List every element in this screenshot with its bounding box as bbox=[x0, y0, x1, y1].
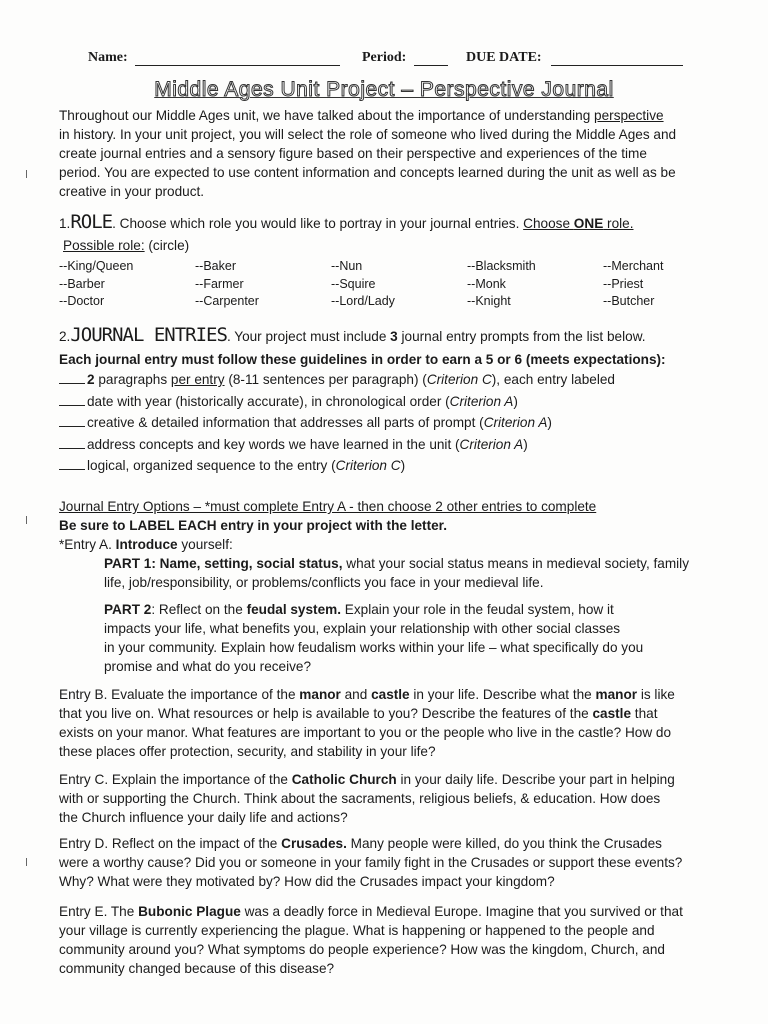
journal-instruction-end: journal entry prompts from the list below. bbox=[397, 329, 646, 344]
entry-e-bold: Bubonic Plague bbox=[138, 904, 241, 919]
checklist-text: paragraphs bbox=[94, 372, 171, 387]
intro-perspective: perspective bbox=[594, 108, 664, 123]
role-option-nun[interactable]: --Nun bbox=[331, 259, 363, 273]
role-choose-one: ONE bbox=[573, 216, 604, 231]
part-2-text: : Reflect on the bbox=[151, 602, 247, 617]
checklist-criterion: Criterion C bbox=[426, 372, 492, 387]
check-blank[interactable] bbox=[59, 370, 85, 384]
header-line bbox=[88, 50, 708, 70]
checklist-criterion: Criterion A bbox=[483, 415, 548, 431]
checklist-criterion: Criterion A bbox=[459, 436, 524, 452]
due-date-field bbox=[466, 50, 683, 66]
role-heading: ROLE bbox=[70, 211, 113, 233]
role-option-lord-lady[interactable]: --Lord/Lady bbox=[331, 294, 395, 308]
role-option-blacksmith[interactable]: --Blacksmith bbox=[467, 259, 536, 273]
period-field bbox=[362, 50, 448, 66]
margin-mark bbox=[26, 170, 27, 178]
entry-c-text: in your daily life. Describe your part in helping bbox=[396, 772, 675, 787]
journal-instruction: . Your project must include bbox=[226, 329, 391, 344]
check-blank[interactable] bbox=[59, 413, 85, 427]
checklist-text: creative & detailed information that addresses all parts of prompt ( bbox=[87, 415, 484, 431]
role-column bbox=[467, 258, 536, 311]
checklist-criterion: Criterion A bbox=[449, 393, 514, 409]
entry-e-text: community around you? What symptoms do people experience? How was the kingdom, Church, and bbox=[59, 942, 665, 957]
check-blank[interactable] bbox=[59, 456, 85, 470]
checklist-underline: per entry bbox=[170, 372, 225, 387]
role-option-baker[interactable]: --Baker bbox=[195, 259, 236, 273]
entry-b-bold: castle bbox=[371, 687, 410, 702]
entry-b-text: and bbox=[340, 687, 372, 702]
check-blank[interactable] bbox=[59, 392, 85, 406]
possible-role-label: Possible role: bbox=[63, 238, 145, 253]
part-2-text: Explain your role in the feudal system, how it bbox=[341, 602, 614, 617]
entry-d-bold: Crusades. bbox=[281, 836, 347, 851]
entry-d-text: Entry D. Reflect on the impact of the bbox=[59, 836, 282, 851]
entry-a-text: yourself: bbox=[177, 537, 233, 552]
due-date-blank[interactable] bbox=[551, 52, 683, 66]
checklist-item bbox=[59, 413, 719, 435]
intro-paragraph bbox=[59, 106, 719, 201]
role-choose: Choose bbox=[523, 216, 574, 231]
entry-c bbox=[59, 770, 719, 827]
checklist-text: ), each entry labeled bbox=[491, 372, 615, 387]
entry-b-text: these places offer protection, security, and stability in your life? bbox=[59, 744, 436, 759]
entry-options bbox=[59, 497, 719, 554]
part-2-text: impacts your life, what benefits you, explain your relationship with other social classes bbox=[104, 621, 621, 636]
intro-line: period. You are expected to use content information and concepts learned during the unit as well as be bbox=[59, 165, 676, 180]
name-label: Name: bbox=[88, 50, 128, 65]
checklist-text: address concepts and key words we have learned in the unit ( bbox=[87, 436, 460, 452]
journal-count: 3 bbox=[390, 329, 398, 344]
guidelines-heading: Each journal entry must follow these guidelines in order to earn a 5 or 6 (meets expectations): bbox=[59, 352, 666, 367]
entry-a-part-1 bbox=[104, 554, 704, 592]
checklist-bold: 2 bbox=[87, 372, 95, 387]
margin-mark bbox=[26, 858, 27, 866]
entry-options-heading: Journal Entry Options – *must complete Entry A - then choose 2 other entries to complete bbox=[59, 499, 597, 514]
role-number: 1. bbox=[59, 216, 71, 231]
intro-line: Throughout our Middle Ages unit, we have talked about the importance of understanding bbox=[59, 108, 595, 123]
role-option-monk[interactable]: --Monk bbox=[467, 276, 506, 291]
entry-c-text: the Church influence your daily life and actions? bbox=[59, 810, 348, 825]
entry-b-text: is like bbox=[637, 687, 675, 702]
entry-b-text: Entry B. Evaluate the importance of the bbox=[59, 687, 300, 702]
intro-line: create journal entries and a sensory figure based on their perspective and experiences of the time bbox=[59, 146, 647, 161]
checklist-text: ) bbox=[400, 458, 406, 474]
role-column bbox=[195, 258, 259, 311]
entry-d-text: were a worthy cause? Did you or someone in your family fight in the Crusades or support these events? bbox=[59, 855, 683, 870]
checklist-criterion: Criterion C bbox=[335, 458, 401, 474]
journal-heading: JOURNAL ENTRIES bbox=[70, 324, 227, 346]
entry-b-bold: manor bbox=[595, 687, 638, 702]
role-column bbox=[59, 258, 133, 311]
journal-section bbox=[59, 326, 719, 478]
entry-a-part-2 bbox=[104, 600, 704, 676]
entry-b-text: exists on your manor. What features are important to you or the people who live in the castle? How do bbox=[59, 725, 672, 740]
entry-b-text: that bbox=[631, 706, 658, 721]
guidelines-checklist bbox=[59, 370, 719, 478]
role-option-doctor[interactable]: --Doctor bbox=[59, 294, 105, 308]
entry-a-bold: Introduce bbox=[115, 537, 178, 552]
entry-b-bold: manor bbox=[299, 687, 341, 702]
period-blank[interactable] bbox=[414, 52, 448, 66]
part-2-label: PART 2 bbox=[104, 602, 152, 617]
label-note: Be sure to LABEL EACH entry in your project with the letter. bbox=[59, 518, 447, 533]
checklist-item bbox=[59, 370, 719, 392]
entry-b-text: in your life. Describe what the bbox=[409, 687, 596, 702]
checklist-text: logical, organized sequence to the entry ( bbox=[87, 458, 336, 474]
entry-e bbox=[59, 902, 719, 978]
due-date-label: DUE DATE: bbox=[466, 50, 542, 65]
entry-c-text: with or supporting the Church. Think about the sacraments, religious beliefs, & education. How does bbox=[59, 791, 661, 806]
checklist-text: ) bbox=[513, 393, 518, 409]
entry-a-label: *Entry A. bbox=[59, 537, 116, 552]
role-column bbox=[603, 258, 663, 311]
checklist-text: ) bbox=[523, 436, 528, 452]
role-choose-end: role. bbox=[603, 216, 634, 231]
circle-note: (circle) bbox=[144, 238, 190, 253]
role-option-barber[interactable]: --Barber bbox=[59, 276, 105, 291]
checklist-item bbox=[59, 392, 719, 414]
entry-e-text: was a deadly force in Medieval Europe. Imagine that you survived or that bbox=[240, 904, 683, 919]
entry-e-text: community changed because of this disease? bbox=[59, 961, 335, 976]
role-section bbox=[59, 213, 719, 255]
entry-c-text: Entry C. Explain the importance of the bbox=[59, 772, 292, 787]
entry-d-text: Why? What were they motivated by? How did the Crusades impact your kingdom? bbox=[59, 874, 555, 889]
part-1-bold: : Name, setting, social status, bbox=[151, 556, 343, 571]
journal-number: 2. bbox=[59, 329, 71, 344]
role-option-knight[interactable]: --Knight bbox=[467, 294, 511, 308]
checklist-item bbox=[59, 435, 719, 457]
entry-b-bold: castle bbox=[592, 706, 632, 721]
role-option-priest[interactable]: --Priest bbox=[603, 276, 644, 291]
role-option-king-queen[interactable]: --King/Queen bbox=[59, 259, 134, 273]
period-label: Period: bbox=[362, 50, 407, 65]
entry-b bbox=[59, 685, 719, 761]
checklist-text: (8-11 sentences per paragraph) ( bbox=[224, 372, 427, 387]
role-option-merchant[interactable]: --Merchant bbox=[603, 259, 664, 273]
role-option-squire[interactable]: --Squire bbox=[331, 276, 376, 291]
page-title bbox=[0, 78, 768, 102]
part-1-label: PART 1 bbox=[104, 556, 152, 571]
part-2-text: in your community. Explain how feudalism works within your life – what specifically do you bbox=[104, 640, 644, 655]
part-2-bold: feudal system. bbox=[246, 602, 342, 617]
name-field bbox=[88, 50, 340, 66]
entry-e-text: your village is currently experiencing the plague. What is happening or happened to the people and bbox=[59, 923, 655, 938]
role-instruction: . Choose which role you would like to portray in your journal entries. bbox=[112, 216, 524, 231]
entry-c-bold: Catholic Church bbox=[291, 772, 397, 787]
checklist-text: date with year (historically accurate), in chronological order ( bbox=[87, 393, 450, 409]
role-option-carpenter[interactable]: --Carpenter bbox=[195, 294, 259, 308]
intro-line: creative in your product. bbox=[59, 184, 205, 199]
checklist-item bbox=[59, 456, 719, 478]
part-1-text: what your social status means in medieval society, family bbox=[342, 556, 689, 571]
page-title-text: Middle Ages Unit Project – Perspective Journal bbox=[154, 78, 614, 101]
part-1-text: life, job/responsibility, or problems/conflicts you face in your medieval life. bbox=[104, 575, 544, 590]
role-option-farmer[interactable]: --Farmer bbox=[195, 276, 244, 291]
margin-mark bbox=[26, 516, 27, 524]
check-blank[interactable] bbox=[59, 435, 85, 449]
intro-line: in history. In your unit project, you will select the role of someone who lived during the Middle Ages and bbox=[59, 127, 677, 142]
entry-e-text: Entry E. The bbox=[59, 904, 139, 919]
checklist-text: ) bbox=[547, 415, 552, 431]
entry-d-text: Many people were killed, do you think the Crusades bbox=[346, 836, 662, 851]
part-2-text: promise and what do you receive? bbox=[104, 659, 312, 674]
name-blank[interactable] bbox=[135, 52, 340, 66]
entry-b-text: that you live on. What resources or help is available to you? Describe the features of the bbox=[59, 706, 593, 721]
role-column bbox=[331, 258, 395, 311]
entry-d bbox=[59, 834, 719, 891]
role-option-butcher[interactable]: --Butcher bbox=[603, 294, 655, 308]
